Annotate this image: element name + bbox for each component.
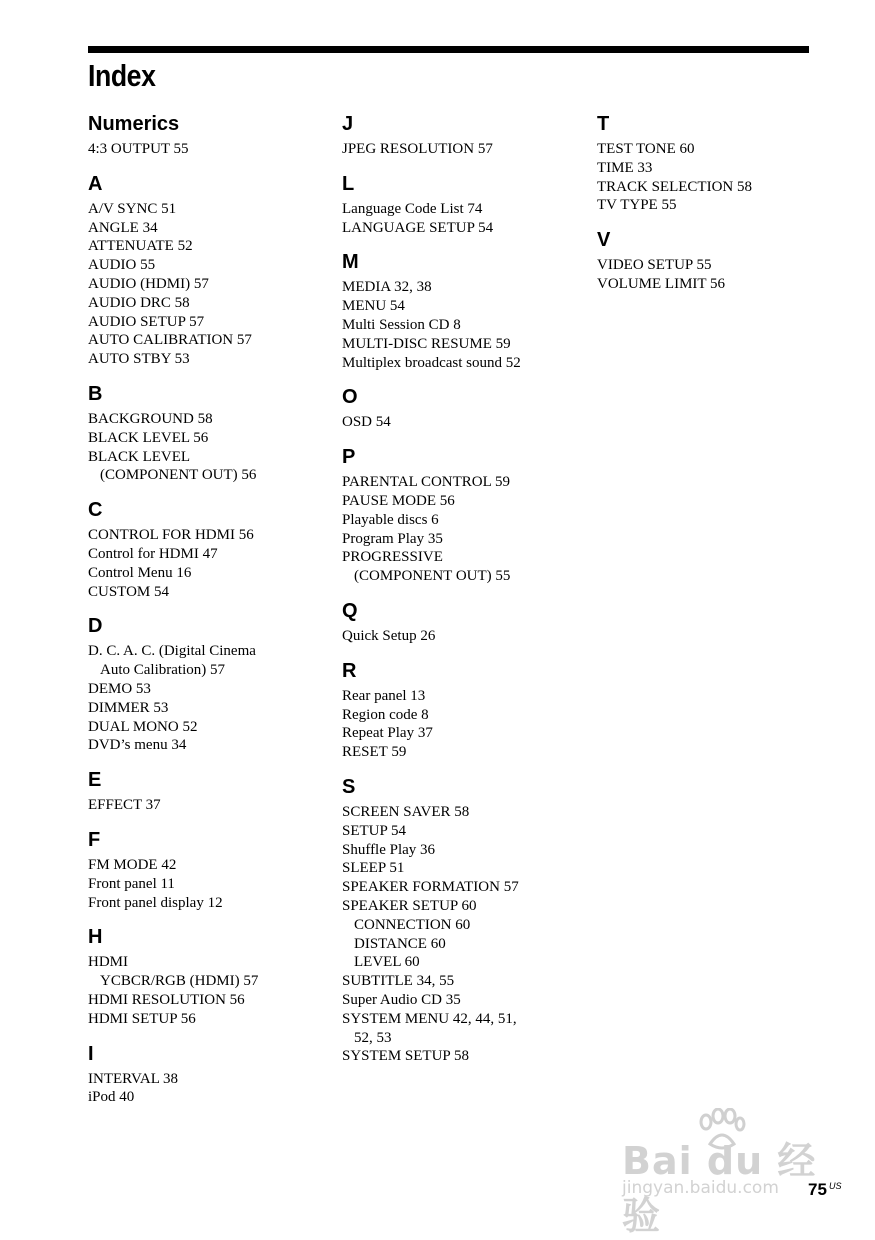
- index-entry: Control for HDMI 47: [88, 545, 218, 562]
- top-rule: [88, 46, 809, 53]
- index-entry: (COMPONENT OUT) 56: [100, 467, 257, 484]
- index-entry: Shuffle Play 36: [342, 841, 436, 858]
- section-heading: V: [597, 229, 611, 252]
- section-heading: B: [88, 382, 103, 405]
- index-entry: TEST TONE 60: [597, 141, 695, 157]
- baidu-watermark: [618, 1108, 828, 1238]
- index-section: [88, 1042, 328, 1108]
- index-entry: RESET 59: [342, 744, 407, 761]
- index-entry: Language Code List 74: [342, 200, 483, 217]
- index-column-1: [88, 112, 328, 1120]
- index-section: [88, 925, 328, 1028]
- index-section: [597, 228, 837, 294]
- section-heading: Q: [342, 599, 358, 622]
- index-section: [88, 768, 328, 815]
- index-section: [342, 112, 582, 159]
- index-entry: BLACK LEVEL: [88, 448, 191, 465]
- page-number: 75: [808, 1180, 827, 1199]
- index-entry: Playable discs 6: [342, 511, 439, 528]
- index-entry: MEDIA 32, 38: [342, 279, 432, 296]
- index-entry: BACKGROUND 58: [88, 410, 213, 427]
- index-section: [597, 112, 837, 215]
- index-entry: SCREEN SAVER 58: [342, 803, 470, 820]
- section-heading: D: [88, 615, 103, 638]
- index-entry: INTERVAL 38: [88, 1070, 179, 1087]
- index-entry: SYSTEM SETUP 58: [342, 1048, 469, 1065]
- index-entry: MENU 54: [342, 298, 405, 315]
- index-section: [342, 445, 582, 586]
- index-entry: OSD 54: [342, 414, 391, 431]
- section-heading: O: [342, 386, 358, 409]
- index-entry: CUSTOM 54: [88, 583, 169, 600]
- index-entry: Auto Calibration) 57: [100, 662, 225, 679]
- index-entry: Multi Session CD 8: [342, 316, 461, 333]
- index-section: [342, 250, 582, 372]
- index-entry: PROGRESSIVE: [342, 549, 443, 566]
- section-heading: I: [88, 1042, 94, 1065]
- section-heading: C: [88, 499, 103, 522]
- watermark-url: jingyan.baidu.com: [622, 1178, 779, 1198]
- index-section: [88, 828, 328, 912]
- section-heading: E: [88, 769, 102, 792]
- index-entry: LANGUAGE SETUP 54: [342, 219, 494, 236]
- index-section: [88, 172, 328, 369]
- index-entry: ANGLE 34: [88, 219, 158, 236]
- index-entry: 52, 53: [354, 1029, 392, 1046]
- index-entry: AUDIO (HDMI) 57: [88, 275, 209, 292]
- index-entry: Control Menu 16: [88, 564, 192, 581]
- index-entry: 4:3 OUTPUT 55: [88, 141, 189, 157]
- index-entry: PAUSE MODE 56: [342, 492, 455, 509]
- index-entry: AUDIO DRC 58: [88, 294, 190, 311]
- index-column-3: [597, 112, 837, 307]
- index-entry: Quick Setup 26: [342, 627, 436, 644]
- section-heading: T: [597, 113, 610, 135]
- index-entry: AUTO CALIBRATION 57: [88, 332, 252, 349]
- index-entry: TIME 33: [597, 159, 653, 176]
- index-entry: LEVEL 60: [354, 954, 420, 971]
- watermark-brand: Bai du 经验: [622, 1139, 817, 1238]
- index-entry: FM MODE 42: [88, 856, 177, 873]
- index-section: [88, 498, 328, 601]
- index-section: [342, 385, 582, 432]
- index-entry: SETUP 54: [342, 822, 407, 839]
- index-entry: AUDIO SETUP 57: [88, 313, 205, 330]
- index-entry: iPod 40: [88, 1089, 135, 1106]
- page-region-suffix: US: [829, 1181, 842, 1191]
- section-heading: P: [342, 446, 356, 469]
- index-entry: VIDEO SETUP 55: [597, 257, 712, 274]
- index-entry: JPEG RESOLUTION 57: [342, 141, 493, 157]
- index-entry: DVD’s menu 34: [88, 737, 187, 754]
- index-entry: CONTROL FOR HDMI 56: [88, 527, 254, 544]
- index-entry: DIMMER 53: [88, 699, 169, 716]
- index-entry: Front panel 11: [88, 875, 175, 892]
- index-entry: TV TYPE 55: [597, 197, 677, 214]
- section-heading: S: [342, 775, 356, 798]
- index-entry: Repeat Play 37: [342, 725, 433, 742]
- index-section: [88, 614, 328, 755]
- index-entry: VOLUME LIMIT 56: [597, 275, 726, 292]
- index-entry: SUBTITLE 34, 55: [342, 973, 455, 990]
- section-heading: L: [342, 172, 355, 195]
- index-entry: Multiplex broadcast sound 52: [342, 354, 521, 371]
- index-entry: SPEAKER SETUP 60: [342, 897, 477, 914]
- section-heading: H: [88, 926, 103, 949]
- index-section: [88, 112, 328, 159]
- index-entry: Super Audio CD 35: [342, 991, 461, 1008]
- index-entry: Program Play 35: [342, 530, 443, 547]
- index-entry: D. C. A. C. (Digital Cinema: [88, 643, 256, 660]
- index-entry: EFFECT 37: [88, 797, 161, 814]
- index-entry: ATTENUATE 52: [88, 238, 193, 255]
- section-heading: Numerics: [88, 113, 180, 135]
- index-entry: AUTO STBY 53: [88, 351, 190, 368]
- index-entry: DEMO 53: [88, 680, 151, 697]
- section-heading: J: [342, 113, 354, 135]
- index-entry: DISTANCE 60: [354, 935, 446, 952]
- index-section: [342, 659, 582, 762]
- index-entry: Front panel display 12: [88, 894, 223, 911]
- page-title: Index: [88, 58, 156, 93]
- index-entry: AUDIO 55: [88, 257, 156, 274]
- index-entry: PARENTAL CONTROL 59: [342, 474, 510, 491]
- index-section: [342, 599, 582, 646]
- index-section: [88, 382, 328, 485]
- index-entry: CONNECTION 60: [354, 916, 471, 933]
- section-heading: F: [88, 828, 101, 851]
- index-entry: A/V SYNC 51: [88, 200, 177, 217]
- index-entry: DUAL MONO 52: [88, 718, 198, 735]
- index-column-2: [342, 112, 582, 1079]
- index-entry: SPEAKER FORMATION 57: [342, 879, 519, 896]
- index-entry: SLEEP 51: [342, 860, 405, 877]
- index-entry: Region code 8: [342, 706, 429, 723]
- index-entry: BLACK LEVEL 56: [88, 429, 209, 446]
- index-entry: (COMPONENT OUT) 55: [354, 568, 511, 585]
- index-entry: HDMI: [88, 954, 128, 971]
- index-entry: MULTI-DISC RESUME 59: [342, 335, 511, 352]
- index-entry: Rear panel 13: [342, 687, 426, 704]
- index-entry: HDMI RESOLUTION 56: [88, 991, 245, 1008]
- index-entry: TRACK SELECTION 58: [597, 178, 752, 195]
- index-entry: HDMI SETUP 56: [88, 1010, 196, 1027]
- section-heading: A: [88, 172, 103, 195]
- section-heading: R: [342, 659, 357, 682]
- index-section: [342, 775, 582, 1066]
- index-entry: SYSTEM MENU 42, 44, 51,: [342, 1010, 517, 1027]
- index-entry: YCBCR/RGB (HDMI) 57: [100, 973, 259, 990]
- index-section: [342, 172, 582, 238]
- section-heading: M: [342, 251, 359, 274]
